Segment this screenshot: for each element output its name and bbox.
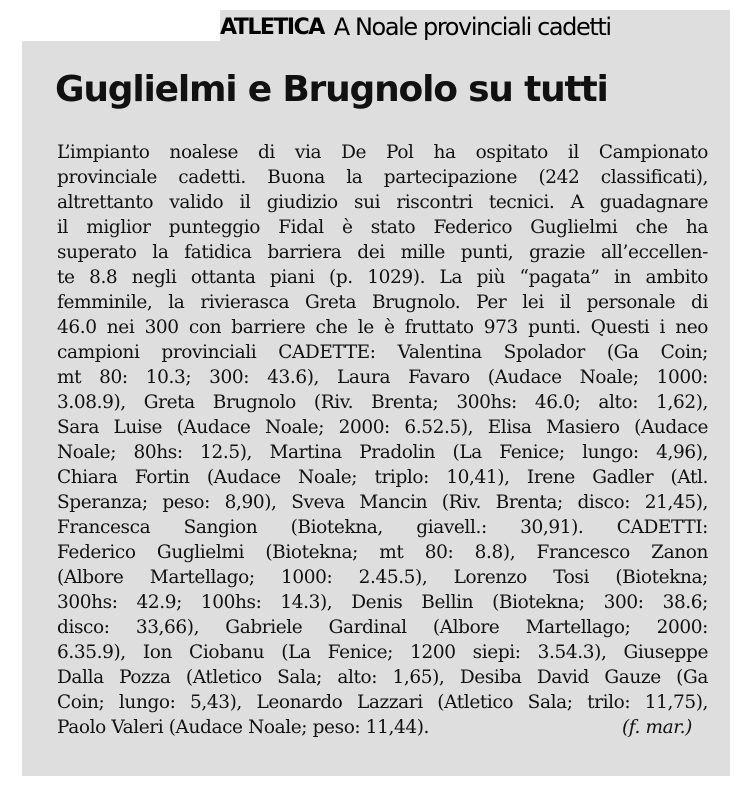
body-line: Sara Luise (Audace Noale; 2000: 6.52.5), Elisa Masiero (Audace <box>57 417 708 438</box>
section-label: ATLETICA <box>220 14 324 40</box>
body-line: Noale; 80hs: 12.5), Martina Pradolin (La Fenice; lungo: 4,96), <box>57 442 708 463</box>
body-line: 300hs: 42.9; 100hs: 14.3), Denis Bellin (Biotekna; 300: 38.6; <box>57 592 708 613</box>
body-last-line <box>57 715 708 740</box>
corner-cutout <box>22 10 220 41</box>
body-line: il miglior punteggio Fidal è stato Federico Guglielmi che ha <box>57 217 708 238</box>
body-line: L’impianto noalese di via De Pol ha ospitato il Campionato <box>57 142 708 163</box>
body-line: Speranza; peso: 8,90), Sveva Mancin (Riv. Brenta; disco: 21,45), <box>57 492 708 513</box>
corner-cutout-vertical <box>22 10 42 62</box>
article-body <box>57 140 708 740</box>
body-line: Dalla Pozza (Atletico Sala; alto: 1,65), Desiba David Gauze (Ga <box>57 667 708 688</box>
body-line: 3.08.9), Greta Brugnolo (Riv. Brenta; 300hs: 46.0; alto: 1,62), <box>57 392 708 413</box>
body-line: Paolo Valeri (Audace Noale; peso: 11,44). <box>57 717 430 738</box>
kicker-text: A Noale provinciali cadetti <box>333 13 611 41</box>
article-box <box>22 10 730 776</box>
body-line: Francesca Sangion (Biotekna, giavell.: 30,91). CADETTI: <box>57 517 708 538</box>
body-line: femminile, la rivierasca Greta Brugnolo. Per lei il personale di <box>57 292 708 313</box>
body-line: campioni provinciali CADETTE: Valentina Spolador (Ga Coin; <box>57 342 708 363</box>
body-line: Coin; lungo: 5,43), Leonardo Lazzari (Atletico Sala; trilo: 11,75), <box>57 692 708 713</box>
kicker <box>220 12 720 42</box>
headline: Guglielmi e Brugnolo su tutti <box>55 69 608 110</box>
body-line: 46.0 nei 300 con barriere che le è fruttato 973 punti. Questi i neo <box>57 317 708 338</box>
author-signature: (f. mar.) <box>621 717 692 738</box>
body-line: provinciale cadetti. Buona la partecipazione (242 classificati), <box>57 167 708 188</box>
body-line: disco: 33,66), Gabriele Gardinal (Albore Martellago; 2000: <box>57 617 708 638</box>
body-line: te 8.8 negli ottanta piani (p. 1029). La più “pagata” in ambito <box>57 267 708 288</box>
body-line: superato la fatidica barriera dei mille punti, grazie all’eccellen- <box>57 242 708 263</box>
body-line: mt 80: 10.3; 300: 43.6), Laura Favaro (Audace Noale; 1000: <box>57 367 708 388</box>
body-line: altrettanto valido il giudizio sui riscontri tecnici. A guadagnare <box>57 192 708 213</box>
body-line: 6.35.9), Ion Ciobanu (La Fenice; 1200 siepi: 3.54.3), Giuseppe <box>57 642 708 663</box>
body-line: Chiara Fortin (Audace Noale; triplo: 10,41), Irene Gadler (Atl. <box>57 467 708 488</box>
body-line: Federico Guglielmi (Biotekna; mt 80: 8.8), Francesco Zanon <box>57 542 708 563</box>
body-line: (Albore Martellago; 1000: 2.45.5), Lorenzo Tosi (Biotekna; <box>57 567 708 588</box>
